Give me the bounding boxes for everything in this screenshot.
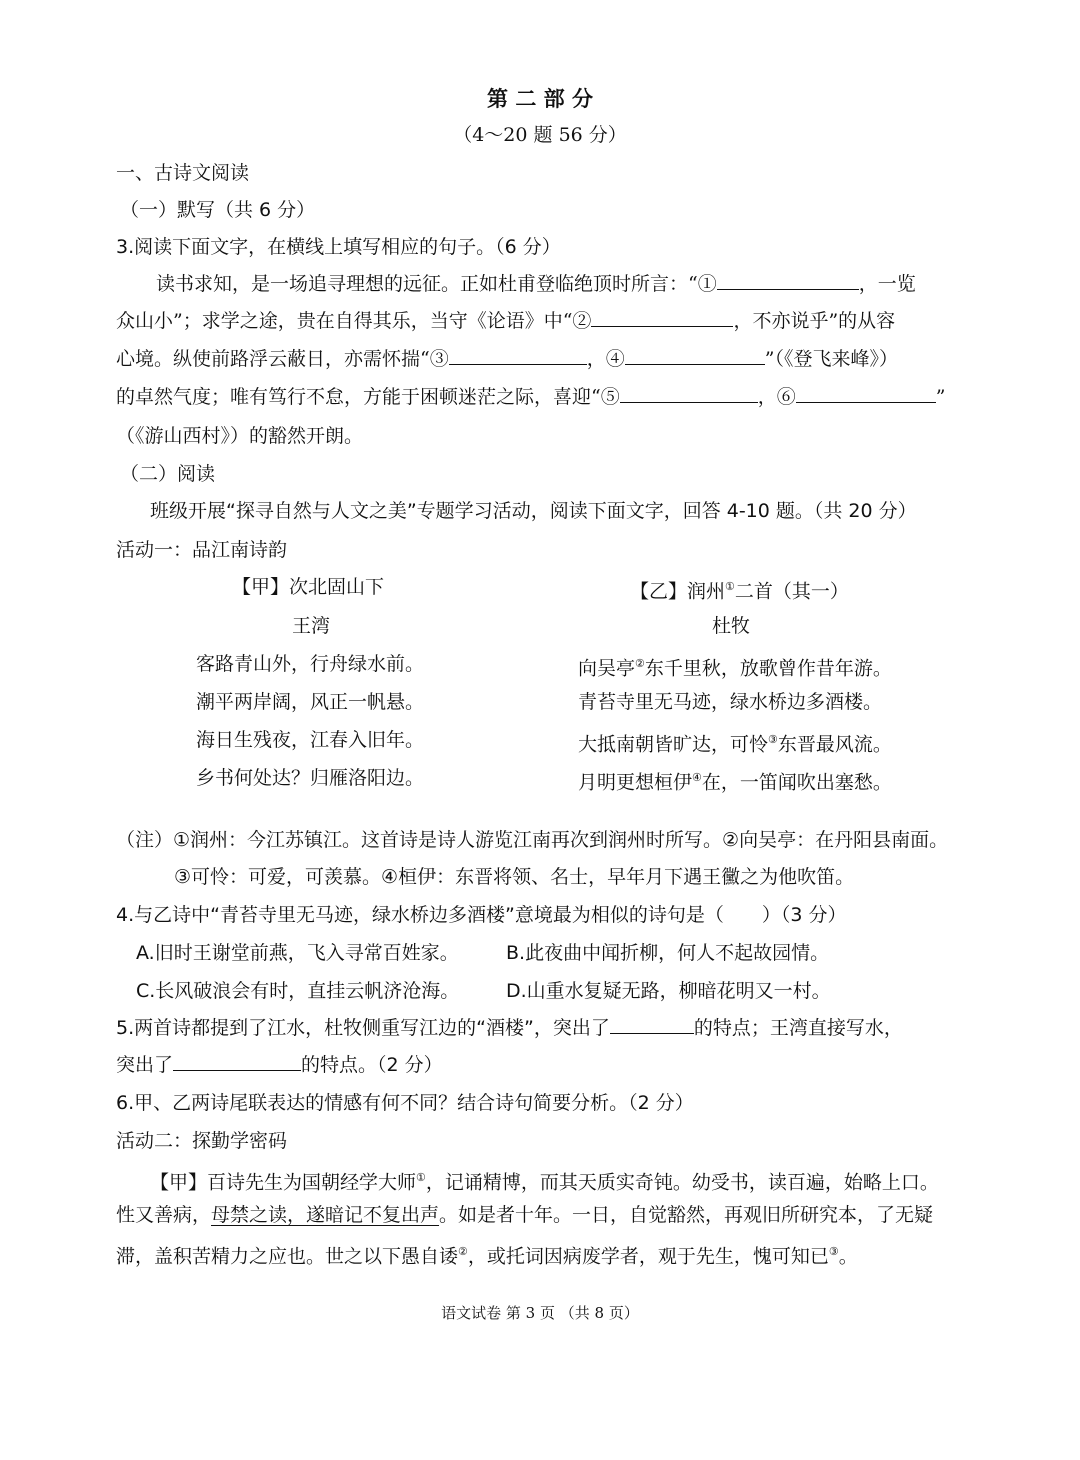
- poem-jia-title: 【甲】次北固山下: [232, 576, 385, 598]
- poem-jia-author: 王湾: [292, 615, 331, 637]
- q4-option-c[interactable]: C.长风破浪会有时，直挂云帆济沧海。: [136, 980, 460, 1002]
- underlined-sentence: 母禁之读，遂暗记不复出声: [211, 1204, 440, 1226]
- blank-6[interactable]: [796, 384, 936, 403]
- part-title: 第 二 部 分: [487, 86, 593, 111]
- blank-5[interactable]: [620, 384, 758, 403]
- part-info: （4～20 题 56 分）: [453, 124, 627, 146]
- question-6-stem: 6.甲、乙两诗尾联表达的情感有何不同？结合诗句简要分析。（2 分）: [116, 1092, 694, 1114]
- poem-jia-line: 潮平两岸阔，风正一帆悬。: [196, 691, 425, 713]
- activity-2-title: 活动二：探勤学密码: [116, 1130, 288, 1152]
- section-title: 一、古诗文阅读: [116, 162, 250, 184]
- passage-line-2: 性又善病，母禁之读，遂暗记不复出声。如是者十年。一日，自觉豁然，再观旧所研究本，了无疑: [116, 1204, 934, 1226]
- q4-option-b[interactable]: B.此夜曲中闻折柳，何人不起故园情。: [506, 942, 830, 964]
- activity-1-title: 活动一：品江南诗韵: [116, 539, 288, 561]
- blank-1[interactable]: [717, 271, 859, 290]
- blank-3[interactable]: [449, 346, 587, 365]
- poem-yi-line: 月明更想桓伊④在，一笛闻吹出塞愁。: [578, 771, 892, 794]
- question-4-stem: 4.与乙诗中“青苔寺里无马迹，绿水桥边多酒楼”意境最为相似的诗句是（ ）（3 分）: [116, 904, 847, 926]
- q3-line-4: 的卓然气度；唯有笃行不怠，方能于困顿迷茫之际，喜迎“⑤ ，⑥ ”: [116, 386, 946, 408]
- poem-yi-line: 青苔寺里无马迹，绿水桥边多酒楼。: [578, 691, 883, 713]
- passage-line-1: 【甲】百诗先生为国朝经学大师①，记诵精博，而其天质实奇钝。幼受书，读百遍，始略上口。: [150, 1171, 939, 1194]
- notes-line-1: （注）①润州：今江苏镇江。这首诗是诗人游览江南再次到润州时所写。②向吴亭：在丹阳县南面。: [116, 829, 949, 851]
- poem-yi-line: 大抵南朝皆旷达，可怜③东晋最风流。: [578, 733, 892, 756]
- page-footer: 语文试卷 第 3 页 （共 8 页）: [441, 1304, 639, 1322]
- q5-blank-1[interactable]: [610, 1015, 694, 1034]
- notes-line-2: ③可怜：可爱，可羡慕。④桓伊：东晋将领、名士，早年月下遇王黴之为他吹笛。: [174, 866, 855, 888]
- q5-blank-2[interactable]: [173, 1052, 301, 1071]
- question-3-stem: 3.阅读下面文字，在横线上填写相应的句子。（6 分）: [116, 236, 561, 258]
- q4-option-d[interactable]: D.山重水复疑无路，柳暗花明又一村。: [506, 980, 831, 1002]
- q3-line-3: 心境。纵使前路浮云蔽日，亦需怀揣“③ ，④ ”（《登飞来峰》）: [116, 348, 898, 370]
- reading-intro: 班级开展“探寻自然与人文之美”专题学习活动，阅读下面文字，回答 4-10 题。（共 20 分）: [150, 500, 917, 522]
- q3-line-1: 读书求知，是一场追寻理想的远征。正如杜甫登临绝顶时所言：“① ，一览: [156, 273, 916, 295]
- subsection-reading: （二）阅读: [120, 463, 216, 485]
- poem-jia-line: 客路青山外，行舟绿水前。: [196, 653, 425, 675]
- passage-line-3: 滞，盖积苦精力之应也。世之以下愚自诿②，或托词因病废学者，观于先生，愧可知已③。: [116, 1245, 858, 1268]
- poem-yi-line: 向吴亭②东千里秋，放歌曾作昔年游。: [578, 657, 892, 680]
- blank-4[interactable]: [625, 346, 765, 365]
- blank-2[interactable]: [591, 308, 733, 327]
- poem-yi-author: 杜牧: [712, 615, 751, 637]
- subsection-dictation: （一）默写（共 6 分）: [120, 199, 316, 221]
- q4-option-a[interactable]: A.旧时王谢堂前燕，飞入寻常百姓家。: [136, 942, 459, 964]
- question-5-line-1: 5.两首诗都提到了江水，杜牧侧重写江边的“酒楼”，突出了 的特点；王湾直接写水，: [116, 1017, 903, 1039]
- q3-line-2: 众山小”；求学之途，贵在自得其乐，当守《论语》中“② ，不亦说乎”的从容: [116, 310, 896, 332]
- poem-jia-line: 乡书何处达？归雁洛阳边。: [196, 767, 425, 789]
- poem-jia-line: 海日生残夜，江春入旧年。: [196, 729, 425, 751]
- poem-yi-title: 【乙】润州①二首（其一）: [630, 580, 849, 603]
- question-5-line-2: 突出了 的特点。（2 分）: [116, 1054, 443, 1076]
- q3-line-5: （《游山西村》）的豁然开朗。: [116, 425, 364, 447]
